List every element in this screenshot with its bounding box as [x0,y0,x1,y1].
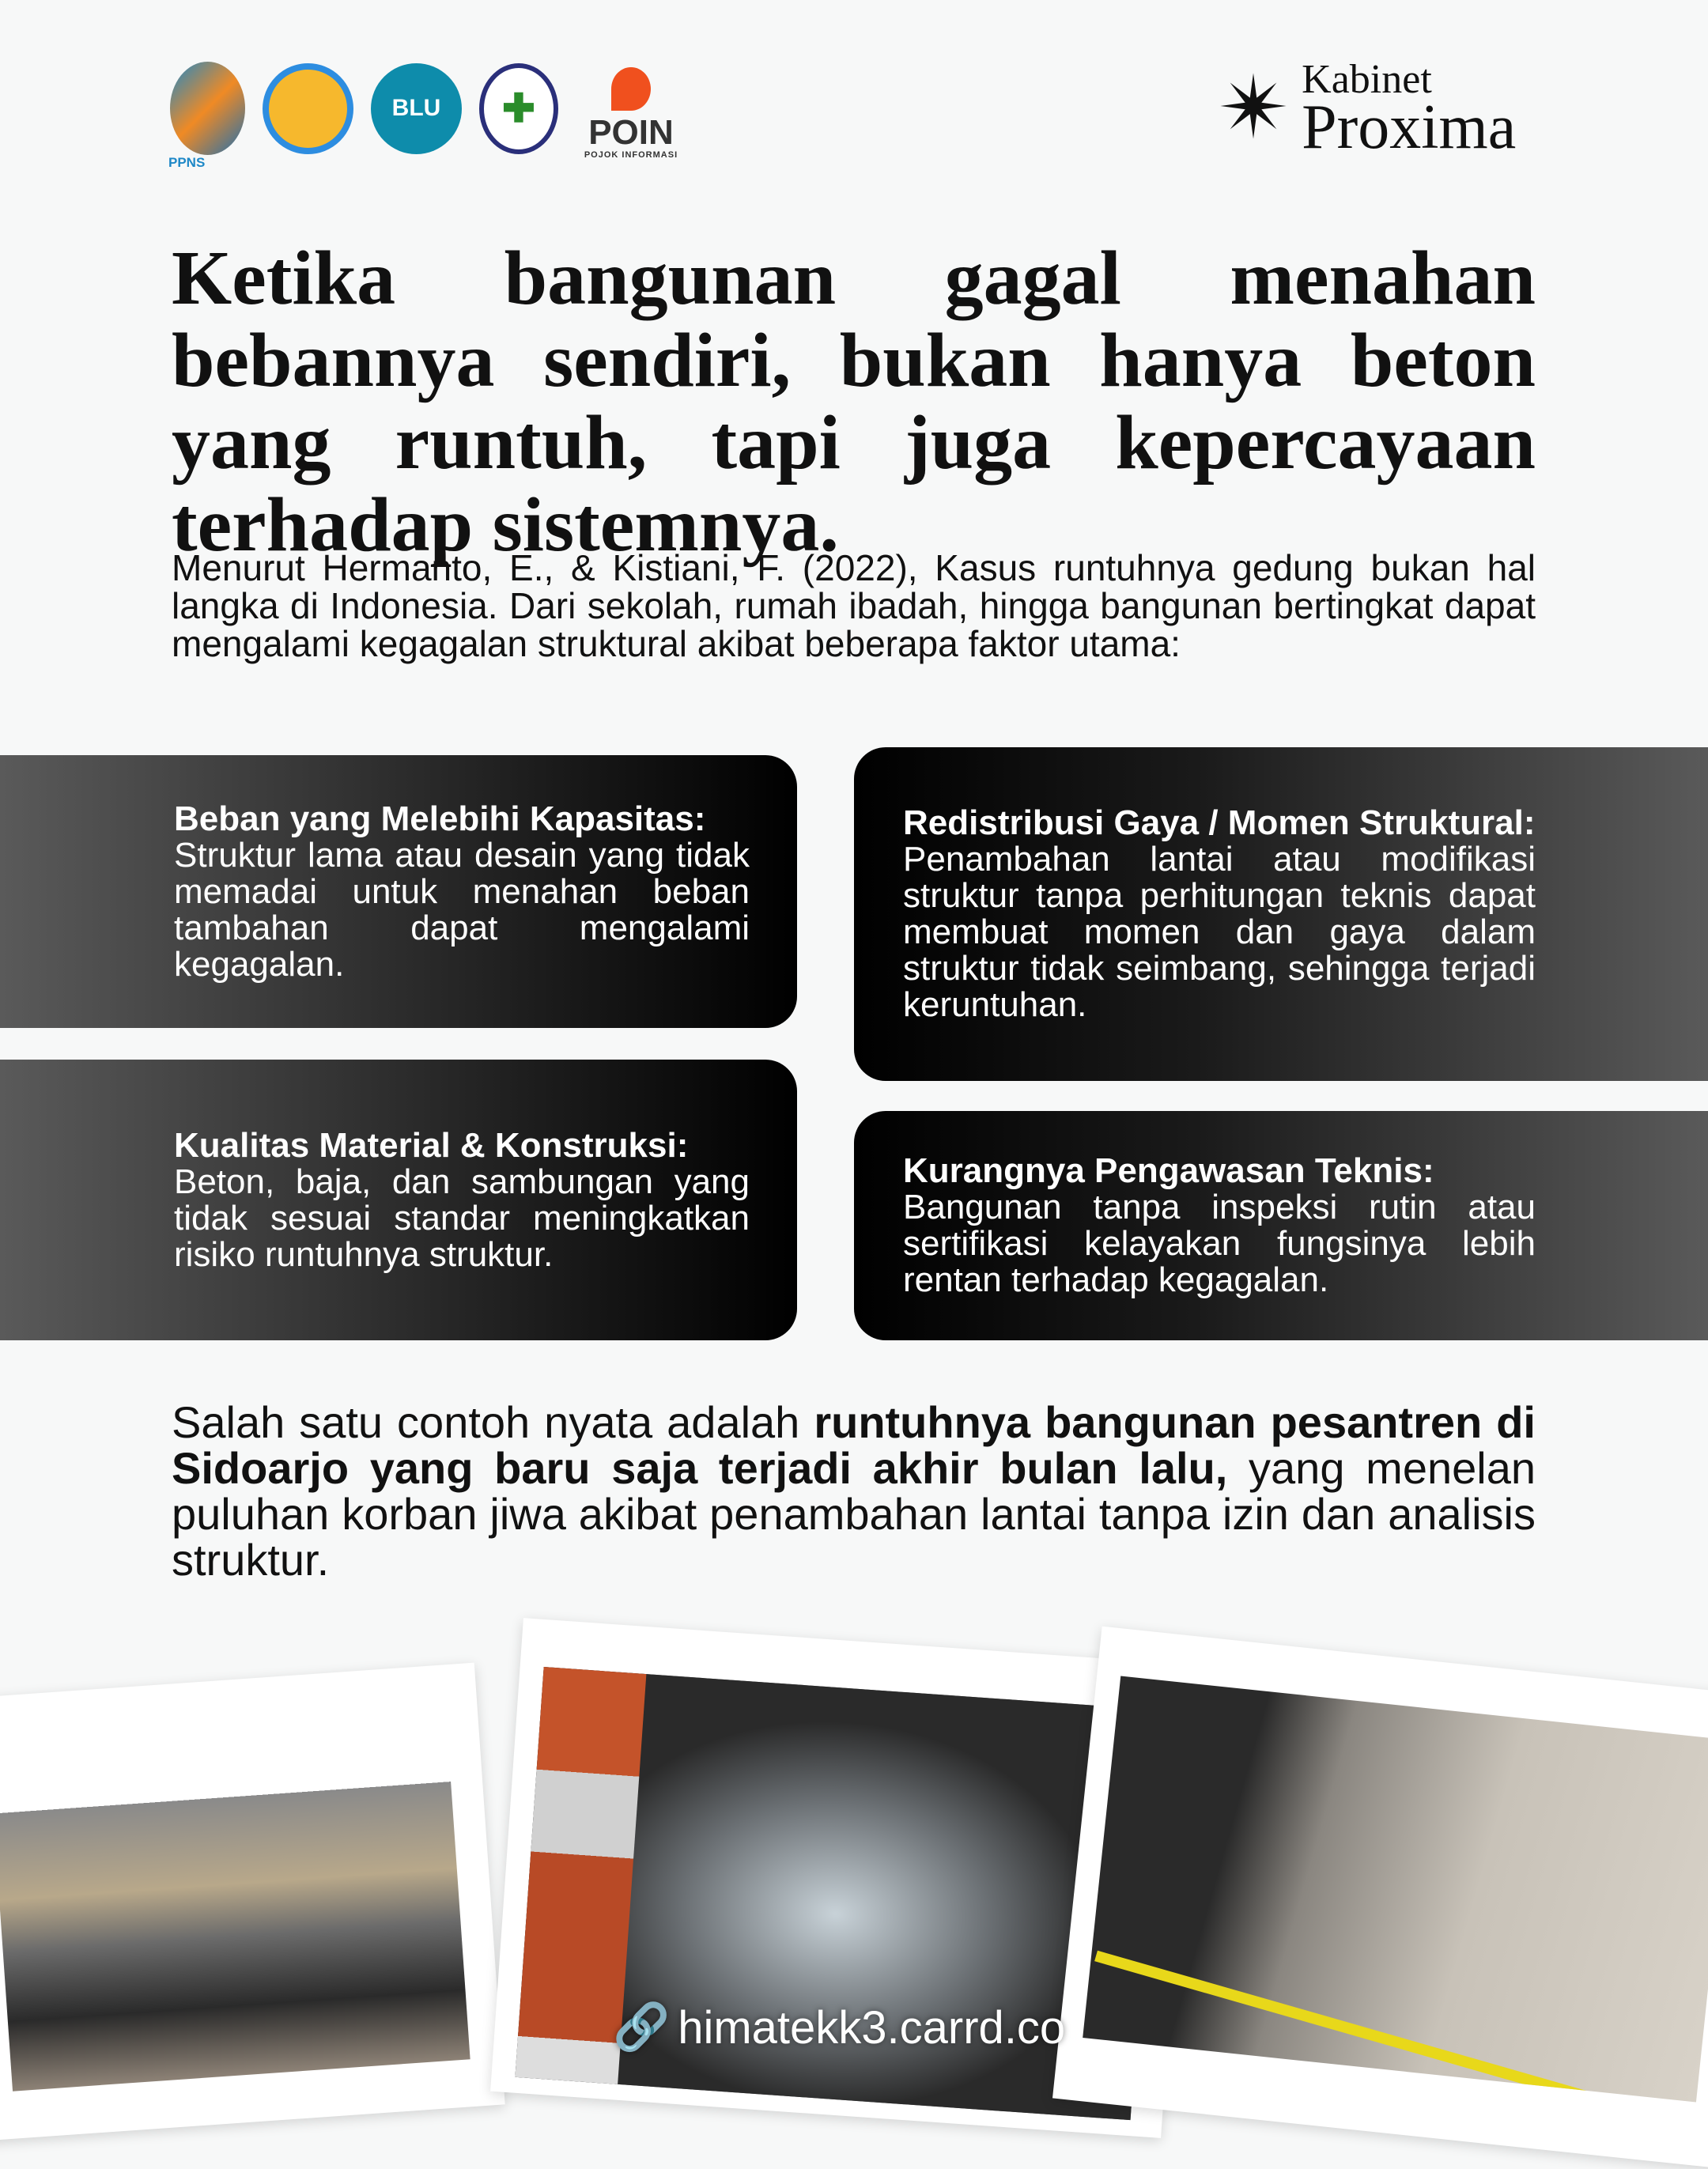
outro-text: yang menelan puluhan korban jiwa akibat penambahan lantai tanpa izin dan analisis struktur. [172,1443,1536,1585]
factor-card [0,1060,797,1340]
photo-collapsed-slab [1052,1627,1708,2169]
link-icon: 🔗 [613,2001,671,2053]
ppns-logo: PPNS [170,62,245,155]
headline: Ketika bangunan gagal menahan bebannya sendiri, bukan hanya beton yang runtuh, tapi juga kepercayaan terhadap sistemnya. [172,236,1536,568]
factor-body: Penambahan lantai atau modifikasi struktur tanpa perhitungan teknis dapat membuat momen dan gaya dalam struktur tidak seimbang, sehingga terjadi keruntuhan. [903,840,1536,1024]
factor-body: Beton, baja, dan sambungan yang tidak sesuai standar meningkatkan risiko runtuhnya struktur. [174,1162,750,1274]
factor-title: Kualitas Material & Konstruksi: [174,1125,689,1165]
star-icon: ✴ [1218,59,1291,157]
photo-collapsed-building [0,1663,505,2141]
intro-paragraph: Menurut Hermanto, E., & Kistiani, F. (2022), Kasus runtuhnya gedung bukan hal langka di Indonesia. Dari sekolah, rumah ibadah, hingga bangunan bertingkat dapat mengalami kegagalan struktural akibat beberapa faktor utama: [172,547,1536,664]
outro-paragraph [172,1397,1536,1585]
factor-title: Redistribusi Gaya / Momen Struktural: [903,803,1536,842]
poin-logo: POIN POJOK INFORMASI [576,57,686,160]
factor-body: Bangunan tanpa inspeksi rutin atau sertifikasi kelayakan fungsinya lebih rentan terhadap kegagalan. [903,1188,1536,1299]
factor-card [854,1111,1708,1340]
factor-body: Struktur lama atau desain yang tidak memadai untuk menahan beban tambahan dapat mengalami kegagalan. [174,835,750,984]
factor-title: Beban yang Melebihi Kapasitas: [174,799,706,838]
factor-title: Kurangnya Pengawasan Teknis: [903,1151,1434,1190]
factor-card [0,755,797,1028]
brand-line2: Proxima [1302,92,1517,162]
blu-speed-logo: BLU [371,63,462,154]
police-tape [1094,1951,1691,2103]
outro-bold: runtuhnya bangunan pesantren di Sidoarjo yang baru saja terjadi akhir bulan lalu, [172,1397,1536,1493]
diktisaintek-logo [263,63,353,154]
poin-pin-icon [611,67,651,111]
outro-text: Salah satu contoh nyata adalah [172,1397,814,1447]
factor-card [854,747,1708,1081]
k3-logo: ✚ [479,63,558,154]
watermark: 🔗 himatekk3.carrd.co [613,2001,1066,2054]
partner-logos [168,57,686,170]
kabinet-proxima-logo [1218,57,1517,162]
brand-line1: Kabinet [1302,57,1432,102]
